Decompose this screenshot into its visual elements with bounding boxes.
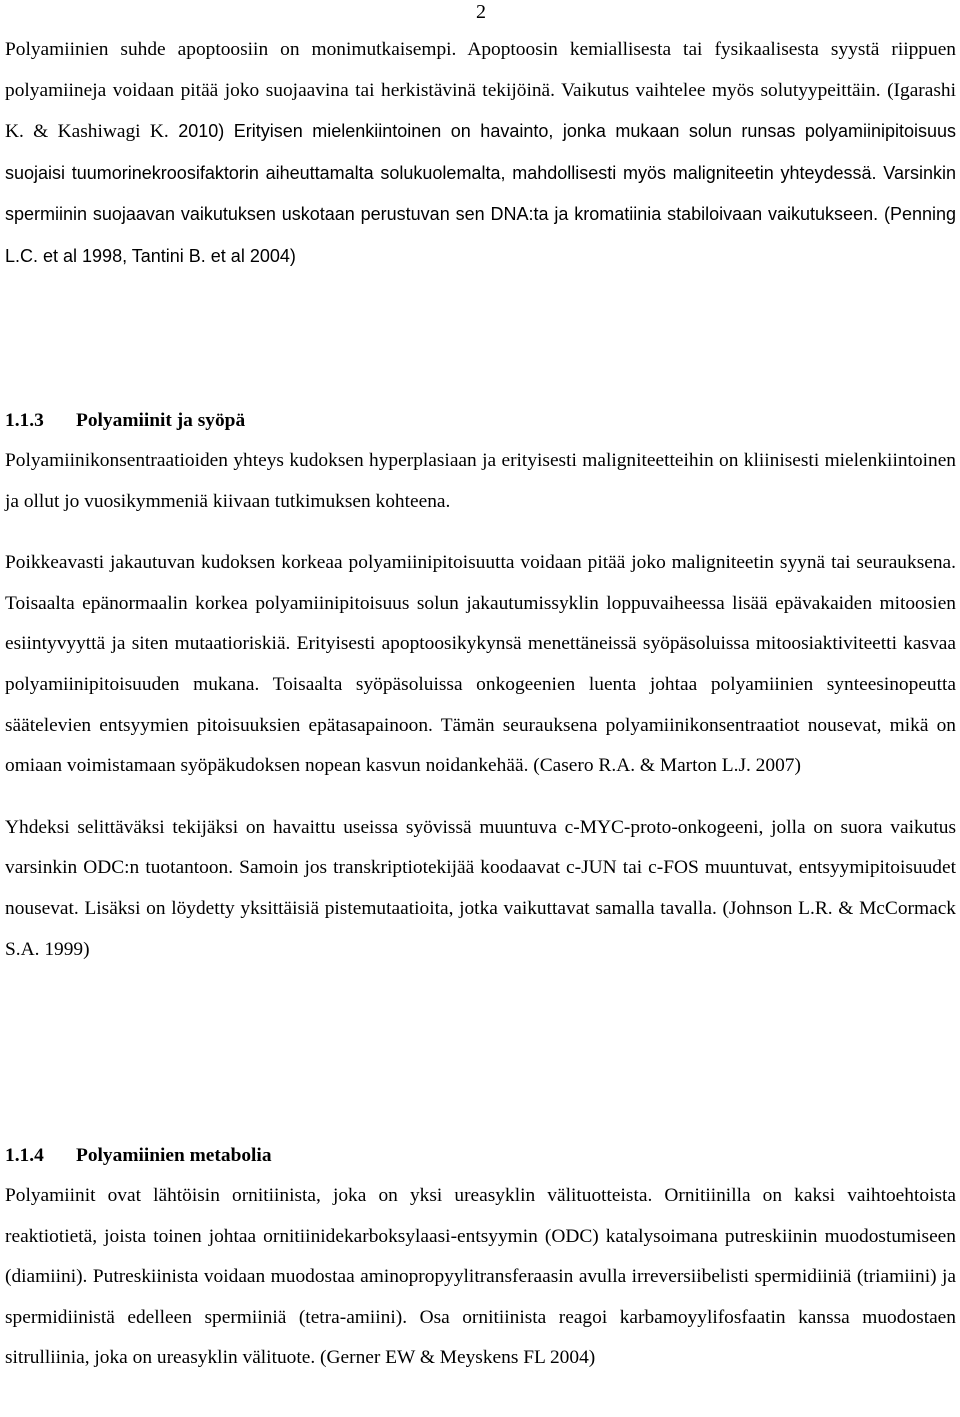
paragraph: Yhdeksi selittäväksi tekijäksi on havaittu useissa syövissä muuntuva c-MYC-proto-onkogeeni, jolla on suora vaikutus varsinkin ODC:n tuotantoon. Samoin jos transkriptiotekijää koodaavat c-JUN tai c-FOS muuntuvat, entsyymipitoisuudet nousevat. Lisäksi on löydetty yksittäisiä pistemutaatioita, jotka vaikuttavat samalla tavalla. (Johnson L.R. & McCormack S.A. 1999): [5, 816, 956, 960]
paragraph: Polyamiinikonsentraatioiden yhteys kudoksen hyperplasiaan ja erityisesti maligniteetteihin on kliinisesti mielenkiintoinen ja ollut jo vuosikymmeniä kiivaan tutkimuksen kohteena.: [5, 450, 956, 512]
section-heading: [5, 401, 956, 441]
section-number: 1.1.4: [5, 1145, 44, 1166]
paragraph: Polyamiinit ovat lähtöisin ornitiinista, joka on yksi ureasyklin välituotteista. Ornitiinilla on kaksi vaihtoehtoista reaktiotietä, joista toinen johtaa ornitiinidekarboksylaasi-entsyymin (ODC) katalysoimana putreskiinin muodostumiseen (diamiini). Putreskiinista voidaan muodostaa aminopropyylitransferaasin avulla irreversiibelisti spermidiiniä (triamiini) ja spermidiinistä edelleen spermiiniä (tetra-amiini). Osa ornitiinista reagoi karbamoyylifosfaatin kanssa muodostaen sitrulliinia, joka on ureasyklin välituote. (Gerner EW & Meyskens FL 2004): [5, 1185, 956, 1369]
paragraph: Poikkeavasti jakautuvan kudoksen korkeaa polyamiinipitoisuutta voidaan pitää joko maligniteetin syynä tai seurauksena. Toisaalta epänormaalin korkea polyamiinipitoisuus solun jakautumissyklin loppuvaiheessa lisää epävakaiden mitoosien esiintyvyyttä ja siten mutaatioriskiä. Erityisesti apoptoosikykynsä menettäneissä syöpäsoluissa mitoosiaktiviteetti kasvaa polyamiinipitoisuuden mukana. Toisaalta syöpäsoluissa onkogeenien luenta johtaa polyamiinien synteesinopeutta säätelevien entsyymien pitoisuuksien epätasapainoon. Tämän seurauksena polyamiinikonsentraatiot nousevat, mikä on omiaan voimistamaan syöpäkudoksen nopean kasvun noidankehää. (Casero R.A. & Marton L.J. 2007): [5, 552, 956, 777]
intro-paragraph-sans-part: 2010) Erityisen mielenkiintoinen on havainto, jonka mukaan solun runsas polyamiinipitoisuus suojaisi tuumorinekroosifaktorin aiheuttamalta solukuolemalta, mahdollisesti myös maligniteetin yhteydessä. Varsinkin spermiinin suojaavan vaikutuksen uskotaan perustuvan sen DNA:ta ja kromatiinia stabiloivaan vaikutukseen. (Penning L.C. et al 1998, Tantini B. et al 2004): [5, 121, 956, 266]
section-heading: [5, 1136, 956, 1176]
section-title: Polyamiinien metabolia: [76, 1145, 272, 1166]
section-title: Polyamiinit ja syöpä: [76, 410, 246, 431]
intro-paragraph: [5, 30, 956, 278]
page-number: 2: [476, 1, 486, 23]
intro-paragraph-serif-part: Polyamiinien suhde apoptoosiin on monimutkaisempi. Apoptoosin kemiallisesta tai fysikaalisesta syystä riippuen polyamiineja voidaan pitää joko suojaavina tai herkistävinä tekijöinä. Vaikutus vaihtelee myös solutyypeittäin. (Igarashi K. & Kashiwagi K.: [5, 39, 956, 143]
section-1-1-4: [5, 1136, 956, 1379]
intro-section: [5, 30, 956, 278]
section-1-1-3: [5, 401, 956, 970]
section-number: 1.1.3: [5, 410, 44, 431]
